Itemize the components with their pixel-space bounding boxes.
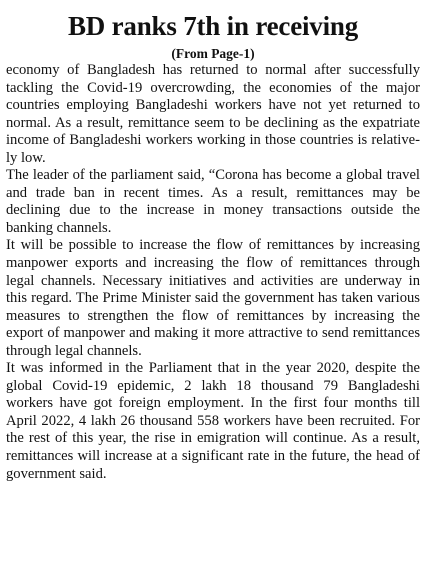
article-paragraph: economy of Bangladesh has returned to normal after successfully tackling the Covid-19 overcrowding, the economies of the major countries employing Bangladeshi workers have not yet returned to normal. As a result, remittance seem to be declining as the expatriate income of Bangladeshi workers working in those countries is relatively low. [6,62,420,166]
article-headline: BD ranks 7th in receiving [67,11,359,41]
article-paragraph: The leader of the parliament said, “Corona has become a global travel and trade ban in recent times. As a result, remittances may be declining due to the increase in money transactions outside the banking channels. [6,167,420,236]
continued-from-label: (From Page-1) [171,46,255,61]
article-body [6,62,420,483]
article-paragraph: It will be possible to increase the flow of remittances by increasing manpower exports and increasing the flow of remittances through legal channels. Necessary initiatives and activities are underway in this regard. The Prime Minister said the government has taken various measures to strengthen the flow of remittances by increasing the export of manpower and making it more attractive to send remittances through legal channels. [6,237,420,359]
article-paragraph: It was informed in the Parliament that in the year 2020, despite the global Covid-19 epidemic, 2 lakh 18 thousand 79 Bangladeshi workers have got foreign employment. In the first four months till April 2022, 4 lakh 26 thousand 558 workers have been recruited. For the rest of this year, the rise in emigration will continue. As a result, remittances will increase at a significant rate in the future, the head of government said. [6,360,420,482]
